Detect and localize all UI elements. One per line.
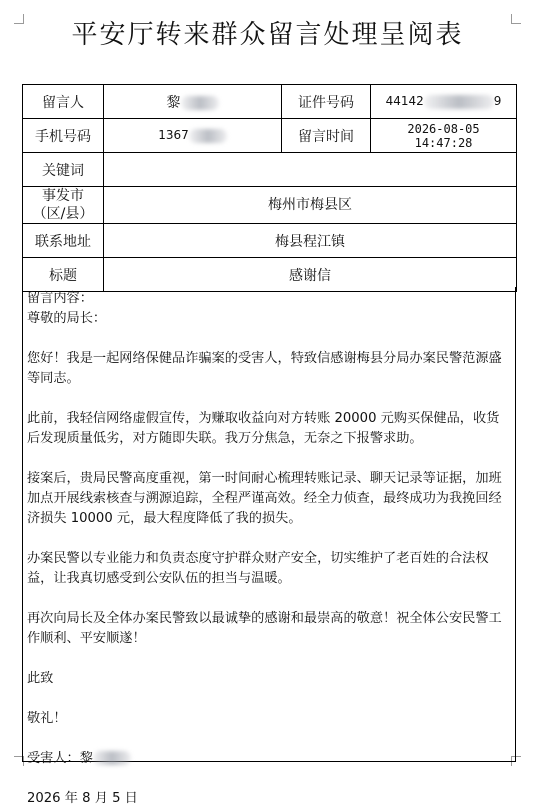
- redaction-blur: [93, 751, 131, 765]
- table-row: [23, 119, 517, 153]
- content-label: 留言内容：: [27, 291, 93, 306]
- phone-value-cell: [104, 119, 282, 153]
- table-row: [23, 224, 517, 258]
- table-row: [23, 85, 517, 119]
- closing-line: 敬礼！: [27, 711, 67, 726]
- phone-value: 1367: [158, 128, 189, 143]
- signature-label: 受害人：黎: [27, 751, 93, 766]
- id-value-cell: [371, 85, 517, 119]
- id-label: 证件号码: [282, 85, 371, 119]
- id-value: 44142: [385, 94, 424, 109]
- letter-date: 2026 年 8 月 5 日: [27, 791, 138, 806]
- paragraph: 接案后，贵局民警高度重视，第一时间耐心梳理转账记录、聊天记录等证据，加班加点开展线索核查与溯源追踪，全程严谨高效。经全力侦查，最终成功为我挽回经济损失 10000 元，最大程度降低了我的损失。: [27, 471, 502, 526]
- paragraph: 再次向局长及全体办案民警致以最诚挚的感谢和最崇高的敬意！祝全体公安民警工作顺利、平安顺遂！: [27, 611, 502, 646]
- district-value: 梅州市梅县区: [104, 187, 517, 224]
- redaction-blur: [424, 95, 494, 109]
- paragraph: 您好！我是一起网络保健品诈骗案的受害人，特致信感谢梅县分局办案民警范源盛等同志。: [27, 351, 502, 386]
- paragraph: 办案民警以专业能力和负责态度守护群众财产安全，切实维护了老百姓的合法权益，让我真切感受到公安队伍的担当与温暖。: [27, 551, 489, 586]
- time-value: 2026-08-05 14:47:28: [371, 119, 517, 153]
- info-table: [22, 84, 517, 292]
- address-label: 联系地址: [23, 224, 104, 258]
- closing-line: 此致: [27, 671, 54, 686]
- district-label: 事发市（区/县）: [23, 187, 104, 224]
- redaction-blur: [189, 129, 227, 143]
- subject-label: 标题: [23, 258, 104, 292]
- name-value-cell: [104, 85, 282, 119]
- redaction-blur: [181, 96, 219, 110]
- table-row: [23, 153, 517, 187]
- paragraph: 此前，我轻信网络虚假宣传，为赚取收益向对方转账 20000 元购买保健品，收货后发现质量低劣，对方随即失联。我万分焦急，无奈之下报警求助。: [27, 411, 500, 446]
- name-label: 留言人: [23, 85, 104, 119]
- table-row: [23, 187, 517, 224]
- time-label: 留言时间: [282, 119, 371, 153]
- id-value-tail: 9: [493, 94, 502, 109]
- message-content: [22, 287, 516, 806]
- keyword-value: [104, 153, 517, 187]
- name-value: 黎: [166, 94, 181, 111]
- subject-value: 感谢信: [104, 258, 517, 292]
- salutation: 尊敬的局长：: [27, 311, 107, 326]
- document-title: 平安厅转来群众留言处理呈阅表: [71, 20, 464, 50]
- phone-label: 手机号码: [23, 119, 104, 153]
- address-value: 梅县程江镇: [104, 224, 517, 258]
- signature: [27, 749, 511, 769]
- keyword-label: 关键词: [23, 153, 104, 187]
